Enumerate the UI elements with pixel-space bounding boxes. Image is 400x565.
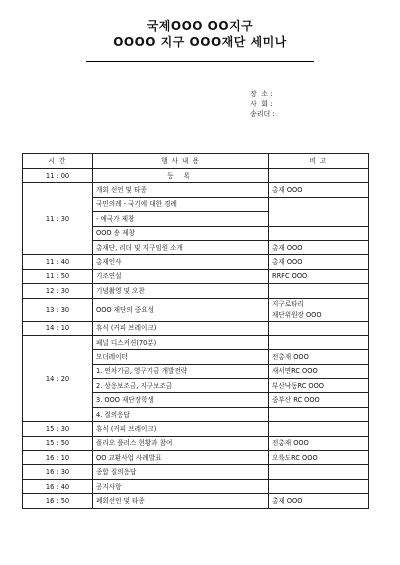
content-cell: 폐회선언 및 타종 <box>93 494 269 508</box>
time-cell: 14 : 20 <box>23 335 93 421</box>
column-header-content: 행 사 내 용 <box>93 154 269 169</box>
time-cell: 12 : 30 <box>23 284 93 298</box>
content-cell: - 애국가 제창 <box>93 212 269 226</box>
time-cell: 13 : 30 <box>23 298 93 321</box>
leader-label: 송리더 : <box>250 110 275 118</box>
content-cell: 등 록 <box>93 169 269 183</box>
content-cell: 기조연설 <box>93 269 269 283</box>
content-cell: 국민의례 - 국기에 대한 경례 <box>93 197 269 211</box>
note-cell: 새서면RC OOO <box>269 364 369 378</box>
host-label: 사 회 : <box>250 100 273 108</box>
content-cell: OOO 송 제창 <box>93 226 269 240</box>
time-cell: 14 : 10 <box>23 321 93 335</box>
time-cell: 16 : 10 <box>23 451 93 465</box>
note-cell: 부산낙동RC OOO <box>269 379 369 393</box>
document-title-line2: OOOO 지구 OOO재단 세미나 <box>113 35 287 49</box>
note-cell <box>269 226 369 240</box>
table-row <box>23 422 369 436</box>
time-cell: 11 : 00 <box>23 169 93 183</box>
place-label: 장 소 : <box>250 90 273 98</box>
table-row <box>23 269 369 283</box>
note-cell <box>269 197 369 226</box>
table-row <box>23 451 369 465</box>
content-cell: 개회 선언 및 타종 <box>93 183 269 197</box>
table-row <box>23 298 369 321</box>
note-cell: 총재 OOO <box>269 240 369 254</box>
table-row <box>23 465 369 479</box>
note-cell <box>269 407 369 421</box>
content-cell: 2. 상응보조금, 지구보조금 <box>93 379 269 393</box>
note-cell: 전총재 OOO <box>269 350 369 364</box>
table-row <box>23 335 369 349</box>
content-cell: 기념촬영 및 오찬 <box>93 284 269 298</box>
table-row <box>23 255 369 269</box>
time-cell: 16 : 50 <box>23 494 93 508</box>
document-title-line1: 국제OOO OO지구 <box>146 19 254 33</box>
content-cell: 패널 디스커션(70분) <box>93 335 269 349</box>
table-row <box>23 169 369 183</box>
time-cell: 16 : 40 <box>23 479 93 493</box>
content-cell: 총재단, 리더 및 지구임원 소개 <box>93 240 269 254</box>
note-line: 지구로타리 <box>272 299 304 308</box>
time-cell: 16 : 30 <box>23 465 93 479</box>
note-cell <box>269 284 369 298</box>
note-cell: 중부산 RC OOO <box>269 393 369 407</box>
table-row <box>23 479 369 493</box>
table-row <box>23 436 369 450</box>
note-cell <box>269 335 369 349</box>
time-cell: 11 : 50 <box>23 269 93 283</box>
content-cell: 3. OOO 재단장학생 <box>93 393 269 407</box>
schedule-table <box>22 153 369 509</box>
note-cell: 오륙도RC OOO <box>269 451 369 465</box>
time-cell: 15 : 30 <box>23 422 93 436</box>
table-header-row <box>23 154 369 169</box>
column-header-time: 시 간 <box>23 154 93 169</box>
content-cell: 휴식 (커피 브레이크) <box>93 321 269 335</box>
note-cell: 총재 OOO <box>269 183 369 197</box>
content-cell: 4. 질의응답 <box>93 407 269 421</box>
note-cell <box>269 298 369 321</box>
content-cell: 모더레이터 <box>93 350 269 364</box>
time-cell: 15 : 50 <box>23 436 93 450</box>
content-cell: OOO 재단의 중요성 <box>93 298 269 321</box>
note-cell <box>269 479 369 493</box>
title-underline <box>86 61 314 62</box>
table-row <box>23 321 369 335</box>
note-cell <box>269 422 369 436</box>
content-cell: 공지사항 <box>93 479 269 493</box>
content-cell: 종합 질의응답 <box>93 465 269 479</box>
time-cell: 11 : 30 <box>23 183 93 255</box>
meta-info <box>250 89 275 119</box>
content-cell: 휴식 (커피 브레이크) <box>93 422 269 436</box>
content-cell: 총재인사 <box>93 255 269 269</box>
note-cell: 총재 OOO <box>269 255 369 269</box>
content-cell: OO 교환사업 사례발표 <box>93 451 269 465</box>
table-row <box>23 494 369 508</box>
table-row <box>23 284 369 298</box>
note-line: 재단위원장 OOO <box>272 310 322 319</box>
table-row <box>23 183 369 197</box>
time-cell: 11 : 40 <box>23 255 93 269</box>
note-cell: 전총재 OOO <box>269 436 369 450</box>
note-cell: RRFC OOO <box>269 269 369 283</box>
note-cell <box>269 321 369 335</box>
note-cell <box>269 465 369 479</box>
note-cell: 총재 OOO <box>269 494 369 508</box>
column-header-note: 비 고 <box>269 154 369 169</box>
content-cell: 1. 연차기금, 영구기금 개발전략 <box>93 364 269 378</box>
note-cell <box>269 169 369 183</box>
content-cell: 폴리오 플러스 현황과 참여 <box>93 436 269 450</box>
